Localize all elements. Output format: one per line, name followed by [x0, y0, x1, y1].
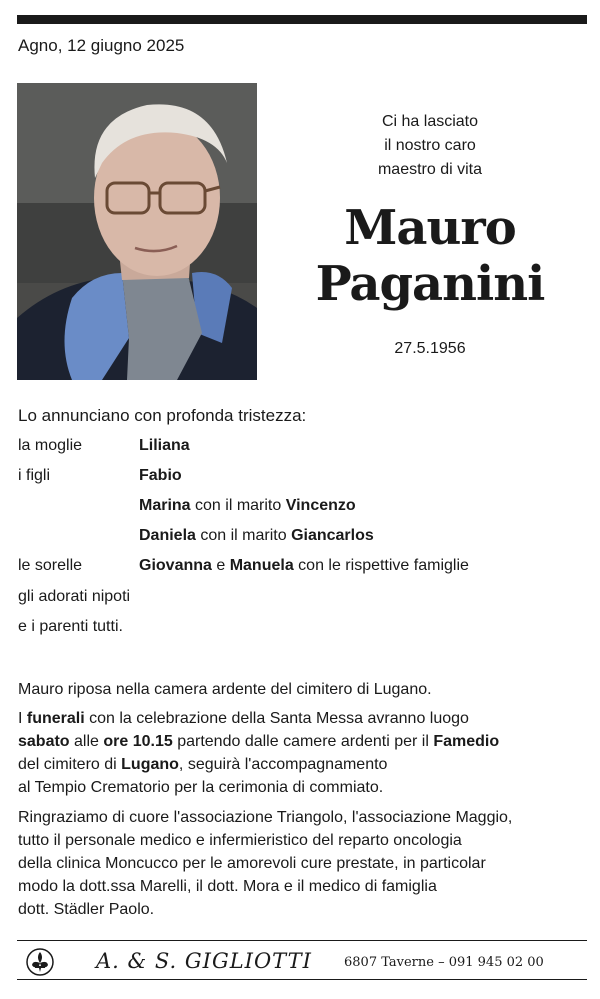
text: , seguirà l'accompagnamento	[178, 756, 388, 773]
family-connector: con le rispettive famiglie	[293, 557, 469, 574]
family-name: Giovanna	[139, 557, 212, 574]
portrait-photo	[17, 83, 257, 380]
family-row-wife	[18, 437, 588, 461]
bold-text: ore 10.15	[103, 733, 173, 750]
funeral-line	[18, 707, 588, 730]
thanks-notice	[18, 806, 588, 921]
funeral-home-name: A. & S. GIGLIOTTI	[96, 949, 312, 973]
bold-text: sabato	[18, 733, 70, 750]
announcement-heading: Lo annunciano con profonda tristezza:	[18, 406, 307, 425]
thanks-line: della clinica Moncucco per le amorevoli cure prestate, in particolar	[18, 855, 486, 872]
funeral-line	[18, 753, 588, 776]
family-name: Vincenzo	[285, 497, 356, 514]
last-name: Paganini	[315, 256, 545, 312]
family-connector: e	[211, 557, 230, 574]
bold-text: funerali	[26, 710, 85, 727]
deceased-name	[300, 200, 560, 312]
family-name: Marina	[139, 497, 191, 514]
family-row-child2	[18, 497, 588, 521]
footer-rule-bottom	[17, 979, 587, 980]
family-role: gli adorati nipoti	[18, 588, 131, 605]
family-row-relatives	[18, 618, 588, 642]
thanks-line: Ringraziamo di cuore l'associazione Triangolo, l'associazione Maggio,	[18, 809, 513, 826]
date-place: Agno, 12 giugno 2025	[18, 36, 185, 55]
thanks-line: dott. Städler Paolo.	[18, 901, 155, 918]
birth-date: 27.5.1956	[394, 340, 466, 357]
intro-text	[330, 110, 530, 182]
family-role: le sorelle	[18, 557, 83, 574]
intro-line: il nostro caro	[384, 137, 476, 154]
family-row-child3	[18, 527, 588, 551]
family-row-sisters	[18, 557, 588, 581]
family-role: e i parenti tutti.	[18, 618, 123, 635]
family-name: Manuela	[229, 557, 294, 574]
family-connector: con il marito	[190, 497, 286, 514]
funeral-home-contact: 6807 Taverne – 091 945 02 00	[344, 955, 544, 970]
first-name: Mauro	[344, 200, 516, 256]
intro-line: Ci ha lasciato	[381, 113, 479, 130]
text: del cimitero di	[18, 756, 122, 773]
family-connector: con il marito	[195, 527, 292, 544]
family-name: Daniela	[139, 527, 196, 544]
intro-line: maestro di vita	[377, 161, 483, 178]
family-role: i figli	[18, 467, 51, 484]
thanks-line: modo la dott.ssa Marelli, il dott. Mora e il medico di famiglia	[18, 878, 437, 895]
bold-text: Famedio	[433, 733, 500, 750]
portrait-illustration	[17, 83, 257, 380]
family-role: la moglie	[18, 437, 83, 454]
top-rule	[17, 15, 587, 24]
text: alle	[69, 733, 104, 750]
family-row-nephews	[18, 588, 588, 612]
family-name: Giancarlos	[291, 527, 374, 544]
family-row-children	[18, 467, 588, 491]
family-name: Fabio	[139, 467, 182, 484]
footer-rule-top	[17, 940, 587, 941]
funeral-line: al Tempio Crematorio per la cerimonia di commiato.	[18, 779, 384, 796]
text: I	[18, 710, 27, 727]
funeral-notice	[18, 707, 588, 799]
bold-text: Lugano	[121, 756, 179, 773]
fleur-de-lis-icon	[25, 947, 55, 977]
family-name: Liliana	[139, 437, 190, 454]
text: partendo dalle camere ardenti per il	[172, 733, 434, 750]
thanks-line: tutto il personale medico e infermieristico del reparto oncologia	[18, 832, 462, 849]
funeral-line	[18, 730, 588, 753]
rest-notice: Mauro riposa nella camera ardente del cimitero di Lugano.	[18, 681, 432, 698]
text: con la celebrazione della Santa Messa avranno luogo	[84, 710, 469, 727]
